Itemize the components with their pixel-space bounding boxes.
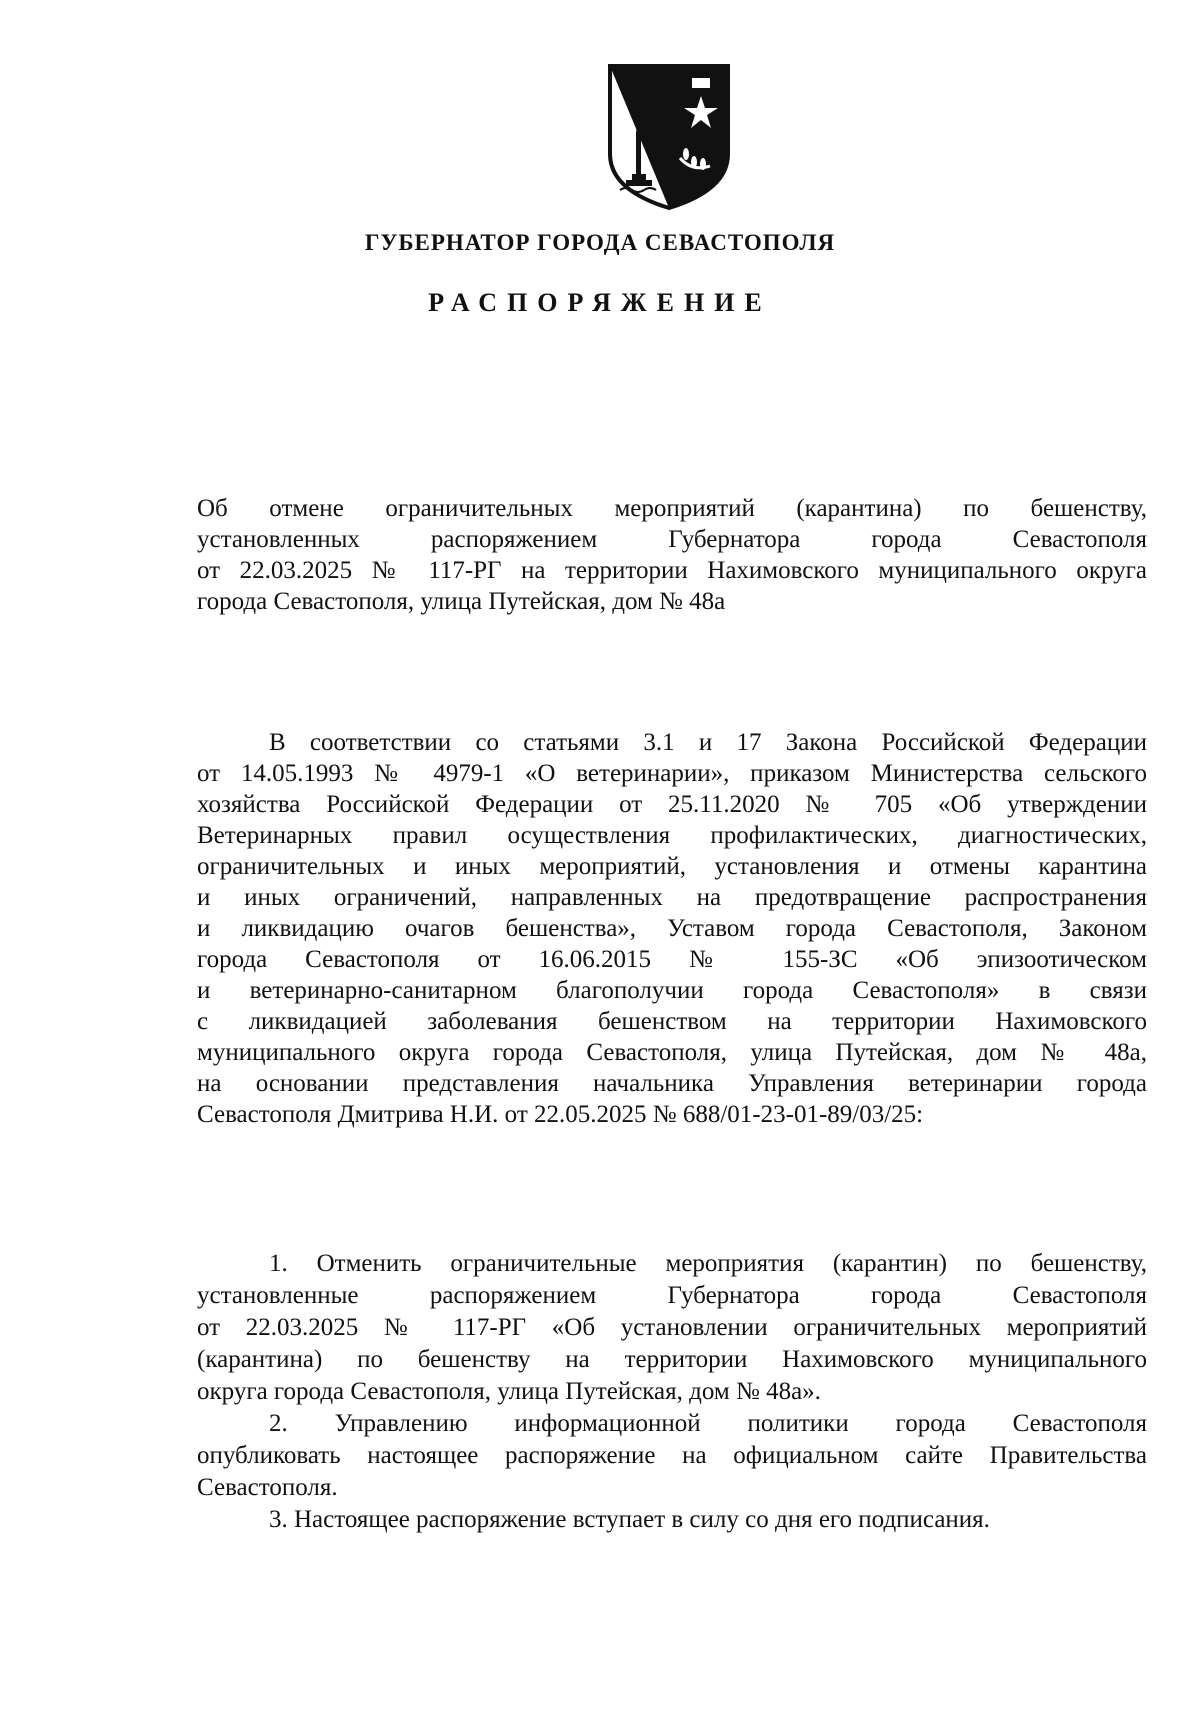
item-2-line: 2. Управлению информационной политики города Севастополя xyxy=(269,1410,1147,1437)
preamble-line: с ликвидацией заболевания бешенством на территории Нахимовского xyxy=(197,1008,1147,1035)
preamble-line: Ветеринарных правил осуществления профилактических, диагностических, xyxy=(197,822,1147,849)
document-title xyxy=(197,493,1147,617)
title-line: Об отмене ограничительных мероприятий (карантина) по бешенству, xyxy=(197,495,1147,522)
preamble-line: и ветеринарно-санитарном благополучии города Севастополя» в связи xyxy=(197,977,1147,1004)
preamble-line: муниципального округа города Севастополя, улица Путейская, дом № 48а, xyxy=(197,1039,1147,1066)
item-1-line: округа города Севастополя, улица Путейская, дом № 48а». xyxy=(197,1378,821,1405)
preamble-line: на основании представления начальника Управления ветеринарии города xyxy=(197,1070,1147,1097)
preamble-line: и иных ограничений, направленных на предотвращение распространения xyxy=(197,884,1147,911)
issuing-authority: ГУБЕРНАТОР ГОРОДА СЕВАСТОПОЛЯ xyxy=(364,230,836,255)
resolution-items xyxy=(197,1248,1147,1536)
preamble-line: ограничительных и иных мероприятий, установления и отмены карантина xyxy=(197,853,1147,880)
preamble-line: хозяйства Российской Федерации от 25.11.2020 № 705 «Об утверждении xyxy=(197,791,1147,818)
preamble-line: В соответствии со статьями 3.1 и 17 Закона Российской Федерации xyxy=(269,729,1147,756)
preamble-line: Севастополя Дмитрива Н.И. от 22.05.2025 № 688/01-23-01-89/03/25: xyxy=(197,1101,924,1128)
item-1-line: (карантина) по бешенству на территории Нахимовского муниципального xyxy=(197,1346,1147,1373)
preamble-line: от 14.05.1993 № 4979-1 «О ветеринарии», приказом Министерства сельского xyxy=(197,760,1147,787)
item-2-line: опубликовать настоящее распоряжение на официальном сайте Правительства xyxy=(197,1442,1147,1469)
preamble-paragraph xyxy=(197,727,1147,1130)
item-1-line: 1. Отменить ограничительные мероприятия (карантин) по бешенству, xyxy=(269,1250,1147,1277)
item-3-line: 3. Настоящее распоряжение вступает в силу со дня его подписания. xyxy=(269,1506,990,1533)
preamble-line: города Севастополя от 16.06.2015 № 155-ЗС «Об эпизоотическом xyxy=(197,946,1147,973)
document-type-heading: РАСПОРЯЖЕНИЕ xyxy=(428,288,772,317)
item-1-line: установленные распоряжением Губернатора города Севастополя xyxy=(197,1282,1147,1309)
sevastopol-coat-of-arms-icon xyxy=(606,62,732,212)
title-line: от 22.03.2025 № 117-РГ на территории Нахимовского муниципального округа xyxy=(197,557,1147,584)
preamble-line: и ликвидацию очагов бешенства», Уставом города Севастополя, Законом xyxy=(197,915,1147,942)
title-line: города Севастополя, улица Путейская, дом № 48а xyxy=(197,588,726,615)
item-2-line: Севастополя. xyxy=(197,1474,338,1501)
item-1-line: от 22.03.2025 № 117-РГ «Об установлении ограничительных мероприятий xyxy=(197,1314,1147,1341)
title-line: установленных распоряжением Губернатора города Севастополя xyxy=(197,526,1147,553)
